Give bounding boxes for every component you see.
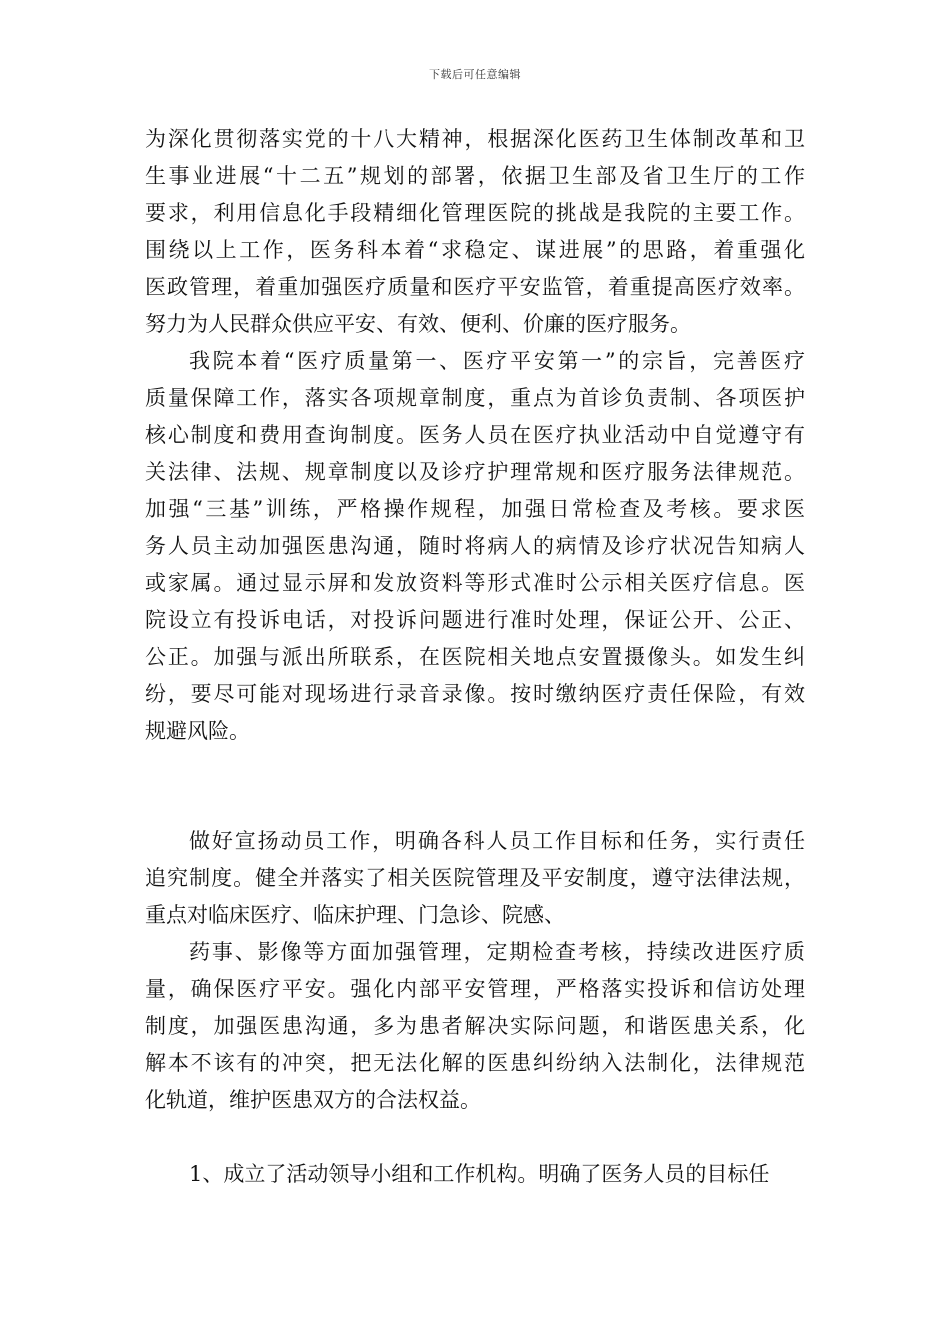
text-line: 围绕以上工作，医务科本着“求稳定、谋进展”的思路，着重强化 [145, 238, 805, 262]
body-block-2 [145, 823, 805, 1119]
text-line: 或家属。通过显示屏和发放资料等形式准时公示相关医疗信息。医 [145, 571, 805, 595]
text-line: 为深化贯彻落实党的十八大精神，根据深化医药卫生体制改革和卫 [145, 127, 805, 151]
page-header: 下载后可任意编辑 [429, 68, 521, 81]
text-line: 院设立有投诉电话，对投诉问题进行准时处理，保证公开、公正、 [145, 608, 805, 632]
text-line: 加强“三基”训练，严格操作规程，加强日常检查及考核。要求医 [145, 497, 805, 521]
text-line: 公正。加强与派出所联系，在医院相关地点安置摄像头。如发生纠 [145, 645, 805, 669]
paragraph-1 [145, 121, 805, 343]
text-line: 化轨道，维护医患双方的合法权益。 [145, 1088, 481, 1112]
text-line: 核心制度和费用查询制度。医务人员在医疗执业活动中自觉遵守有 [145, 423, 805, 447]
text-line: 制度，加强医患沟通，多为患者解决实际问题，和谐医患关系，化 [145, 1014, 805, 1038]
text-line: 要求，利用信息化手段精细化管理医院的挑战是我院的主要工作。 [145, 201, 805, 225]
text-line: 药事、影像等方面加强管理，定期检查考核，持续改进医疗质 [189, 940, 805, 964]
text-line: 解本不该有的冲突，把无法化解的医患纠纷纳入法制化，法律规范 [145, 1051, 805, 1075]
text-line: 努力为人民群众供应平安、有效、便利、价廉的医疗服务。 [145, 312, 691, 336]
text-line: 1、成立了活动领导小组和工作机构。明确了医务人员的目标任 [189, 1162, 770, 1186]
text-line: 做好宣扬动员工作，明确各科人员工作目标和任务，实行责任 [189, 829, 805, 853]
paragraph-2 [145, 343, 805, 750]
text-line: 质量保障工作，落实各项规章制度，重点为首诊负责制、各项医护 [145, 386, 805, 410]
paragraph-3 [145, 823, 805, 934]
paragraph-4 [145, 934, 805, 1119]
text-line: 医政管理，着重加强医疗质量和医疗平安监管，着重提高医疗效率。 [145, 275, 805, 299]
text-line: 重点对临床医疗、临床护理、门急诊、院感、 [145, 903, 565, 927]
body-block-1 [145, 121, 805, 750]
text-line: 追究制度。健全并落实了相关医院管理及平安制度，遵守法律法规， [145, 866, 805, 890]
paragraph-5 [145, 1156, 805, 1193]
text-line: 关法律、法规、规章制度以及诊疗护理常规和医疗服务法律规范。 [145, 460, 805, 484]
text-line: 纷，要尽可能对现场进行录音录像。按时缴纳医疗责任保险，有效 [145, 682, 805, 706]
text-line: 生事业进展“十二五”规划的部署，依据卫生部及省卫生厅的工作 [145, 164, 805, 188]
text-line: 量，确保医疗平安。强化内部平安管理，严格落实投诉和信访处理 [145, 977, 805, 1001]
text-line: 规避风险。 [145, 719, 250, 743]
text-line: 务人员主动加强医患沟通，随时将病人的病情及诊疗状况告知病人 [145, 534, 805, 558]
text-line: 我院本着“医疗质量第一、医疗平安第一”的宗旨，完善医疗 [189, 349, 805, 373]
body-block-3 [145, 1156, 805, 1193]
